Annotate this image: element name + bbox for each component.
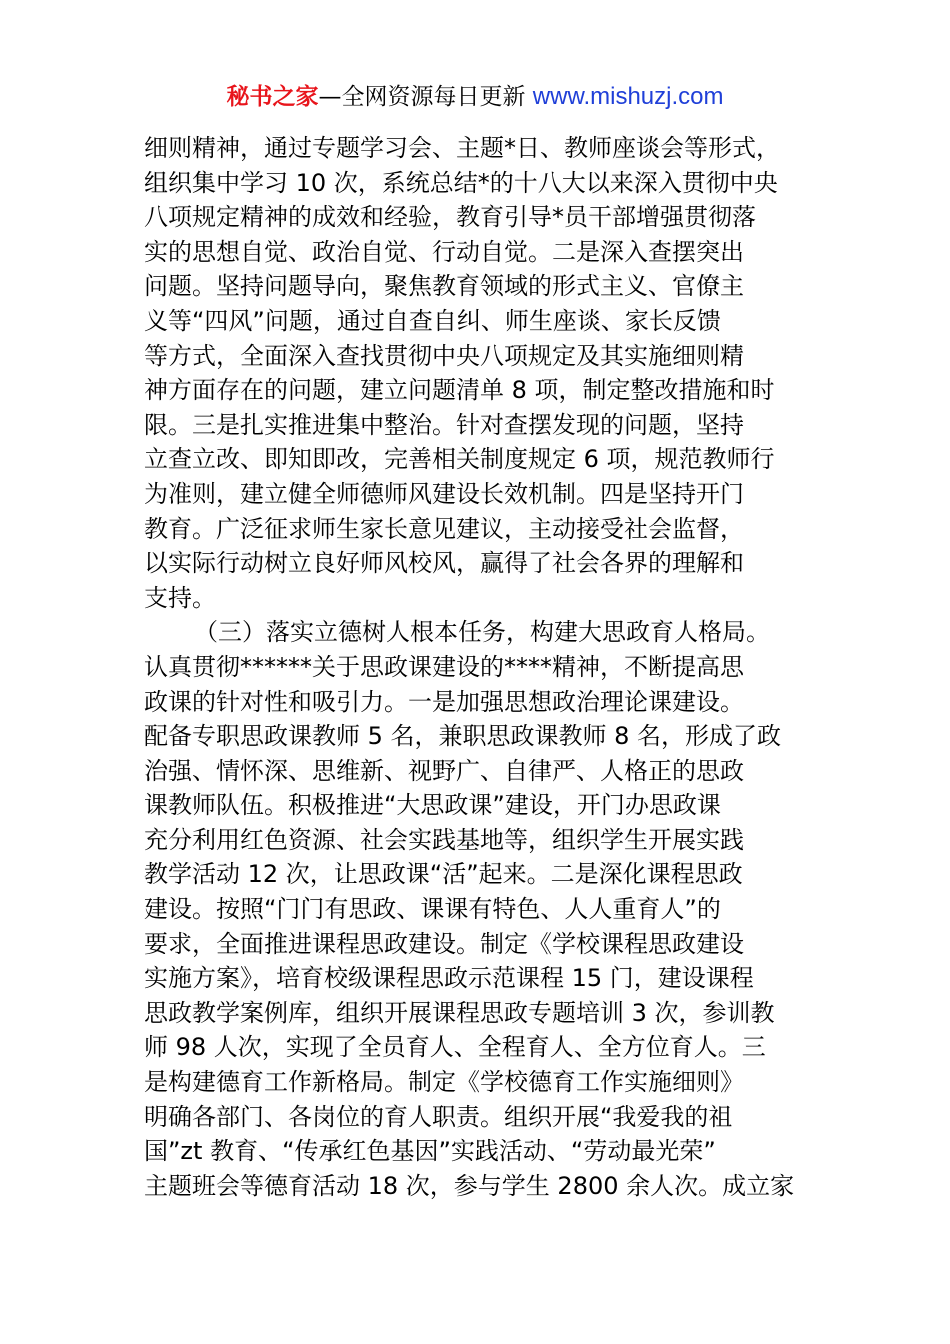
text-line: 明确各部门、各岗位的育人职责。组织开展“我爱我的祖 bbox=[144, 1102, 733, 1131]
text-line: 要求，全面推进课程思政建设。制定《学校课程思政建设 bbox=[144, 929, 744, 958]
text-line: 治强、情怀深、思维新、视野广、自律严、人格正的思政 bbox=[144, 756, 744, 785]
text-line: 义等“四风”问题，通过自查自纠、师生座谈、家长反馈 bbox=[144, 306, 721, 335]
site-url-link[interactable]: www.mishuzj.com bbox=[532, 83, 724, 110]
text-line: 认真贯彻******关于思政课建设的****精神，不断提高思 bbox=[144, 652, 744, 681]
text-line: 师 98 人次，实现了全员育人、全程育人、全方位育人。三 bbox=[144, 1033, 766, 1062]
text-line: 组织集中学习 10 次，系统总结*的十八大以来深入贯彻中央 bbox=[144, 168, 778, 197]
text-line: 政课的针对性和吸引力。一是加强思想政治理论课建设。 bbox=[144, 687, 744, 716]
document-body bbox=[144, 131, 808, 1203]
text-line: 是构建德育工作新格局。制定《学校德育工作实施细则》 bbox=[144, 1068, 744, 1097]
text-line: 以实际行动树立良好师风校风，赢得了社会各界的理解和 bbox=[144, 549, 744, 578]
text-line: 支持。 bbox=[144, 583, 216, 612]
text-line: 主题班会等德育活动 18 次，参与学生 2800 余人次。成立家 bbox=[144, 1171, 795, 1200]
text-line: 八项规定精神的成效和经验，教育引导*员干部增强贯彻落 bbox=[144, 203, 756, 232]
text-line: 配备专职思政课教师 5 名，兼职思政课教师 8 名，形成了政 bbox=[144, 722, 782, 751]
text-line: 实施方案》，培育校级课程思政示范课程 15 门，建设课程 bbox=[144, 964, 754, 993]
text-line: 课教师队伍。积极推进“大思政课”建设，开门办思政课 bbox=[144, 791, 721, 820]
text-line: 实的思想自觉、政治自觉、行动自觉。二是深入查摆突出 bbox=[144, 237, 744, 266]
text-line: 神方面存在的问题，建立问题清单 8 项，制定整改措施和时 bbox=[144, 376, 775, 405]
section-heading-line: （三）落实立德树人根本任务，构建大思政育人格局。 bbox=[194, 618, 770, 647]
text-line: 充分利用红色资源、社会实践基地等，组织学生开展实践 bbox=[144, 825, 744, 854]
text-line: 思政教学案例库，组织开展课程思政专题培训 3 次，参训教 bbox=[144, 998, 775, 1027]
text-line: 建设。按照“门门有思政、课课有特色、人人重育人”的 bbox=[144, 895, 721, 924]
text-line: 为准则，建立健全师德师风建设长效机制。四是坚持开门 bbox=[144, 479, 744, 508]
page-header bbox=[0, 82, 950, 112]
brand-name: 秘书之家 bbox=[226, 84, 319, 110]
header-tagline: —全网资源每日更新 bbox=[318, 84, 526, 110]
text-line: 限。三是扎实推进集中整治。针对查摆发现的问题，坚持 bbox=[144, 410, 744, 439]
text-line: 教育。广泛征求师生家长意见建议，主动接受社会监督， bbox=[144, 514, 744, 543]
text-line: 等方式，全面深入查找贯彻中央八项规定及其实施细则精 bbox=[144, 341, 744, 370]
text-line: 教学活动 12 次，让思政课“活”起来。二是深化课程思政 bbox=[144, 860, 743, 889]
text-line: 立查立改、即知即改，完善相关制度规定 6 项，规范教师行 bbox=[144, 445, 775, 474]
text-line: 细则精神，通过专题学习会、主题*日、教师座谈会等形式， bbox=[144, 134, 780, 162]
text-line: 问题。坚持问题导向，聚焦教育领域的形式主义、官僚主 bbox=[144, 272, 744, 301]
text-line: 国”zt 教育、“传承红色基因”实践活动、“劳动最光荣” bbox=[144, 1137, 716, 1166]
